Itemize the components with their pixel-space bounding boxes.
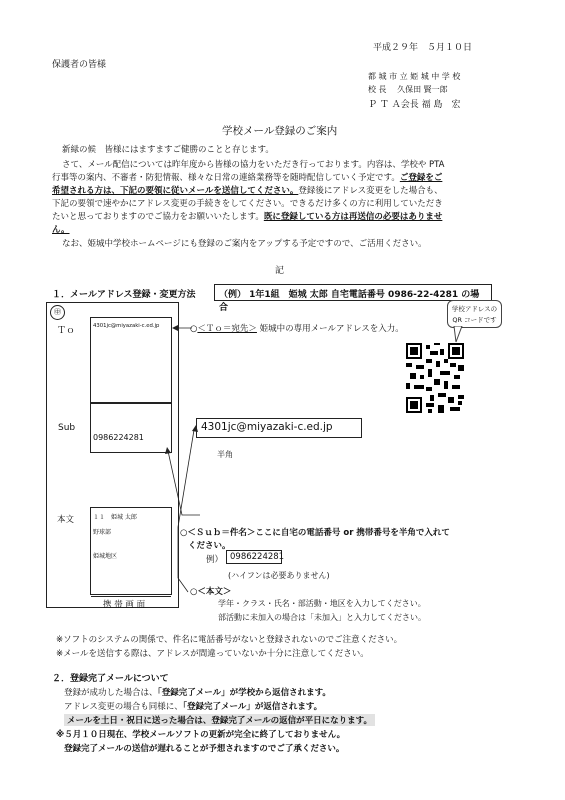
section2-text: 登録が成功した場合は、	[64, 688, 158, 698]
note-line: ※メールを送信する際は、アドレスが間違っていないか十分に注意してください。	[56, 649, 369, 659]
addressee: 保護者の皆様	[52, 60, 107, 70]
phone-to-label: Ｔｏ	[57, 326, 76, 336]
bullet-circle-icon: ○	[180, 528, 188, 538]
intro-text: 行事等の案内、不審者・防犯情報、様々な日常の連絡業務等を随時配信していく予定です。	[52, 173, 400, 183]
sender-school: 都 城 市 立 姫 城 中 学 校	[368, 72, 461, 81]
sub-heading-text: ＜Ｓｕｂ＝件名＞ここに自宅の電話番号 or 携帯番号を半角で入れて	[187, 528, 450, 538]
phone-body-line: 野球部	[93, 529, 112, 536]
address-box: 4301jc@miyazaki-c.ed.jp	[196, 418, 362, 438]
note-line: ※ソフトのシステムの関係で、件名に電話番号がないと登録されないのでご注意ください。	[56, 635, 403, 645]
document-date: 平成２９年 ５月１０日	[373, 43, 473, 53]
intro-line: ん。	[52, 225, 70, 235]
section2-line	[64, 686, 331, 698]
sub-note: (ハイフンは必要ありません)	[228, 571, 330, 580]
qr-caption-line: QR コードです	[452, 316, 497, 324]
body-explain-line: 部活動に未加入の場合は「未加入」と入力してください。	[218, 613, 426, 622]
page-title: 学校メール登録のご案内	[222, 125, 338, 137]
intro-emphasis: 既に登録している方は再送信の必要はありませ	[263, 212, 443, 222]
intro-note: なお、姫城中学校ホームページにも登録のご案内をアップする予定ですので、ご活用ください。	[62, 239, 427, 249]
section2-heading: ２．登録完了メールについて	[52, 674, 169, 684]
section2-emphasis: 「登録完了メール」が返信されます。	[182, 702, 323, 712]
intro-emphasis: ご登録をご	[399, 173, 443, 183]
intro-emphasis: 希望される方は、下記の要領に従いメールを送信してください。	[52, 186, 299, 196]
phone-caption: 携 帯 画 面	[103, 600, 146, 610]
intro-text: たいと思っておりますのでご協力をお願いいたします。	[52, 212, 264, 222]
mail-app-icon: ㊥	[50, 305, 65, 320]
sub-example-box: 0986224281	[226, 550, 282, 564]
bullet-circle-icon: ○	[190, 587, 198, 597]
body-heading	[190, 585, 231, 597]
body-explain-line: 学年・クラス・氏名・部活動・地区を入力してください。	[218, 599, 426, 608]
to-text: 姫城中の専用メールアドレスを入力。	[259, 324, 404, 334]
section2-emphasis: 「登録完了メール」が学校から返信されます。	[157, 688, 331, 698]
phone-sub-label: Sub	[58, 423, 76, 433]
section2-line: 登録完了メールの送信が遅れることが予想されますのでご了承ください。	[64, 744, 345, 754]
section2-text: アドレス変更の場合も同様に、	[64, 702, 183, 712]
hankaku-note: 半角	[217, 450, 233, 459]
intro-text: 登録後にアドレス変更をした場合も、	[298, 186, 443, 196]
intro-line: さて、メール配信については昨年度から皆様の協力をいただき行っております。内容は、学校や PTA	[62, 160, 445, 170]
section2-line: ※５月１０日現在、学校メールソフトの更新が完全に終了しておりません。	[56, 730, 346, 740]
phone-body-line: １１ 姫城 太郎	[93, 514, 137, 521]
sub-example-label: 例）	[206, 555, 224, 565]
intro-line: 下記の要領で速やかにアドレス変更の手続きをしてください。できるだけ多くの方に利用していただき	[52, 199, 443, 209]
section2-highlight: メールを土日・祝日に送った場合は、登録完了メールの返信が平日になります。	[64, 714, 375, 726]
phone-body-line: 姫城地区	[93, 553, 118, 560]
ki-mark: 記	[275, 266, 285, 276]
section2-line	[64, 700, 322, 712]
sub-heading	[180, 526, 450, 538]
sub-heading-cont: ください。	[188, 541, 231, 551]
to-explanation	[190, 322, 404, 334]
phone-sub-value: 0986224281	[93, 433, 144, 442]
example-box: （例） 1年1組 姫城 太郎 自宅電話番号 0986-22-4281 の場合	[214, 284, 492, 301]
sender-pta: Ｐ Ｔ Ａ会長 福 島 宏	[368, 100, 461, 110]
to-heading: ＜Ｔｏ＝宛先＞	[197, 324, 257, 334]
phone-body-label: 本文	[57, 515, 75, 525]
phone-to-value: 4301jc@miyazaki-c.ed.jp	[93, 323, 160, 329]
bullet-circle-icon: ○	[190, 324, 198, 334]
sender-principal: 校 長 久保田 賢一郎	[368, 85, 448, 94]
qr-caption-line: 学校アドレスの	[451, 305, 498, 313]
intro-greeting: 新緑の候 皆様にはますますご健勝のことと存じます。	[62, 145, 274, 155]
body-heading-text: ＜本文＞	[197, 587, 232, 597]
section1-heading: １．メールアドレス登録・変更方法	[52, 290, 196, 300]
